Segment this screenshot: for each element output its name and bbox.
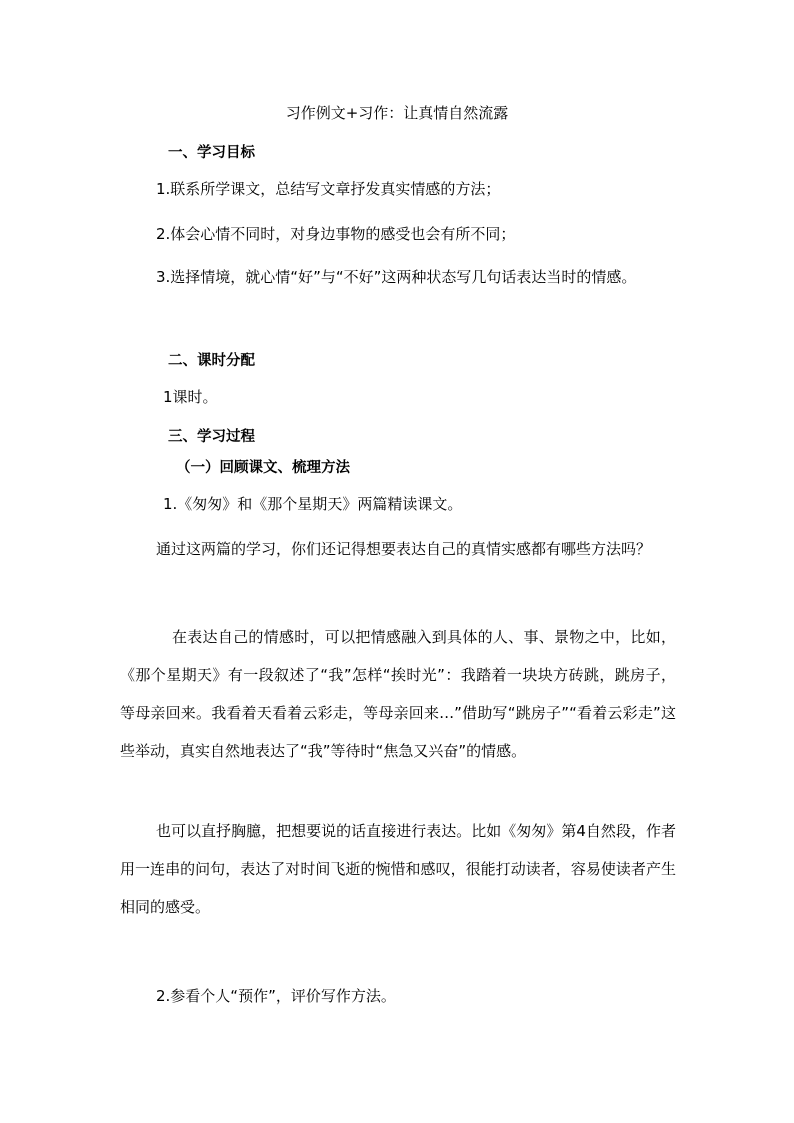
process-item-2: 2.参看个人“预作”，评价写作方法。 [156, 987, 396, 1005]
paragraph-1: 通过这两篇的学习，你们还记得想要表达自己的真情实感都有哪些方法吗？ [156, 540, 652, 558]
hours-text: 1课时。 [163, 388, 218, 406]
goal-item-3: 3.选择情境，就心情“好”与“不好”这两种状态写几句话表达当时的情感。 [156, 268, 637, 286]
paragraph-3: 也可以直抒胸臆，把想要说的话直接进行表达。比如《匆匆》第4自然段，作者用一连串的问句，表达了对时间飞逝的惋惜和感叹，很能打动读者，容易使读者产生相同的感受。 [120, 822, 676, 916]
paragraph-3-block [120, 812, 676, 926]
sub-heading-review: （一）回顾课文、梳理方法 [176, 460, 350, 476]
section-heading-goals: 一、学习目标 [168, 145, 255, 161]
document-title: 习作例文+习作：让真情自然流露 [285, 104, 509, 122]
paragraph-2-block [120, 618, 676, 770]
paragraph-1-block [120, 530, 676, 568]
section-heading-hours: 二、课时分配 [168, 353, 255, 369]
goal-item-3-block [120, 258, 676, 296]
section-heading-process: 三、学习过程 [168, 429, 255, 445]
goal-item-1: 1.联系所学课文，总结写文章抒发真实情感的方法； [156, 180, 501, 198]
paragraph-2: 在表达自己的情感时，可以把情感融入到具体的人、事、景物之中，比如，《那个星期天》有一段叙述了“我”怎样“挨时光”：我踏着一块块方砖跳，跳房子，等母亲回来。我看着天看着云彩走，等母亲回来…”借助写“跳房子”“看着云彩走”这些举动，真实自然地表达了“我”等待时“焦急又兴奋”的情感。 [120, 628, 676, 760]
process-item-1: 1.《匆匆》和《那个星期天》两篇精读课文。 [163, 495, 463, 513]
goal-item-2: 2.体会心情不同时，对身边事物的感受也会有所不同； [156, 225, 516, 243]
